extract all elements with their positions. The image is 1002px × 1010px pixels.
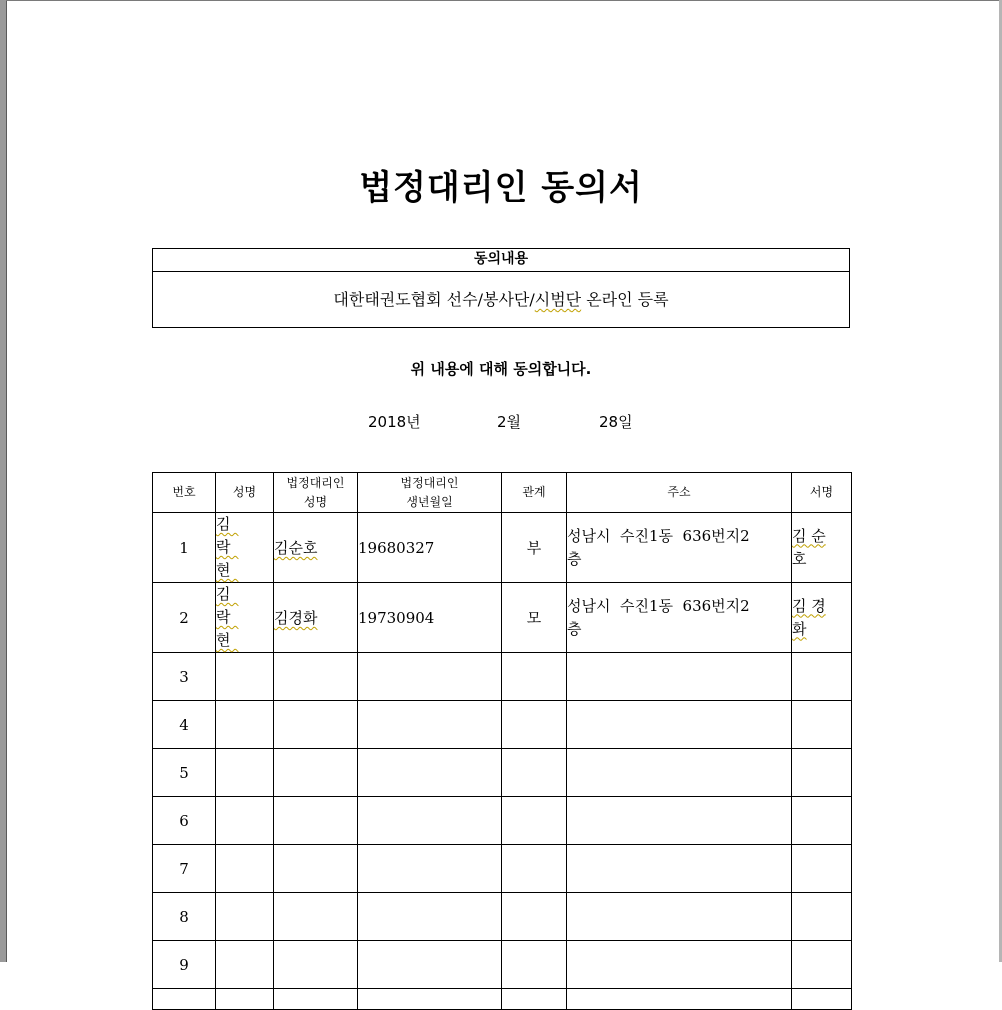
row-sign-line1: 김 순 [792, 526, 826, 545]
row-name [216, 797, 274, 845]
row-guardian-name-text: 김경화 [274, 609, 318, 627]
row-guardian-name [274, 893, 358, 941]
row-guardian-name [274, 941, 358, 989]
header-guardian-birth-line2: 생년월일 [406, 494, 453, 509]
row-name [216, 893, 274, 941]
row-name-line1: 김 락 [216, 515, 239, 556]
row-relation [502, 797, 567, 845]
consent-body-prefix: 대한태권도협회 선수/봉사단/ [333, 290, 535, 309]
row-guardian-birth [358, 941, 502, 989]
document-title: 법정대리인 동의서 [359, 168, 643, 208]
consent-body-suffix: 온라인 등록 [581, 290, 669, 309]
row-sign [792, 797, 852, 845]
row-guardian-name [274, 989, 358, 1010]
guardian-table [152, 472, 852, 1010]
date-day: 28일 [599, 413, 633, 431]
header-relation: 관계 [502, 473, 567, 513]
row-address [567, 749, 792, 797]
agreement-statement: 위 내용에 대해 동의합니다. [410, 360, 592, 378]
row-name [216, 513, 274, 583]
header-name: 성명 [216, 473, 274, 513]
date-month: 2월 [497, 413, 522, 431]
row-relation [502, 749, 567, 797]
table-row [153, 845, 852, 893]
row-address [567, 653, 792, 701]
row-guardian-name [274, 797, 358, 845]
row-sign [792, 513, 852, 583]
table-row [153, 893, 852, 941]
row-guardian-birth [358, 701, 502, 749]
table-row [153, 513, 852, 583]
row-relation: 부 [502, 513, 567, 583]
row-relation [502, 653, 567, 701]
row-address [567, 893, 792, 941]
row-name-line2: 현 [216, 561, 239, 579]
row-no: 1 [153, 513, 216, 583]
row-sign [792, 583, 852, 653]
row-guardian-birth [358, 653, 502, 701]
row-no [153, 989, 216, 1010]
row-sign [792, 893, 852, 941]
header-guardian-name [274, 473, 358, 513]
row-name [216, 701, 274, 749]
row-name-line2: 현 [216, 631, 239, 649]
row-guardian-name [274, 583, 358, 653]
table-row [153, 583, 852, 653]
header-guardian-name-line1: 법정대리인 [286, 475, 345, 490]
row-sign [792, 701, 852, 749]
row-address [567, 845, 792, 893]
row-relation [502, 701, 567, 749]
row-name [216, 583, 274, 653]
row-name-line1: 김 락 [216, 585, 239, 626]
row-name [216, 941, 274, 989]
consent-body [153, 272, 849, 327]
row-name [216, 845, 274, 893]
row-guardian-name [274, 513, 358, 583]
table-header-row [153, 473, 852, 513]
date-year: 2018년 [368, 413, 421, 431]
row-relation: 모 [502, 583, 567, 653]
row-guardian-name [274, 653, 358, 701]
row-name [216, 989, 274, 1010]
row-name [216, 653, 274, 701]
row-sign [792, 989, 852, 1010]
page-top-border [6, 0, 999, 1]
header-guardian-name-line2: 성명 [303, 494, 328, 509]
table-row [153, 749, 852, 797]
row-relation [502, 989, 567, 1010]
header-guardian-birth [358, 473, 502, 513]
table-row [153, 701, 852, 749]
row-address [567, 989, 792, 1010]
row-sign [792, 653, 852, 701]
header-address: 주소 [567, 473, 792, 513]
row-guardian-name [274, 701, 358, 749]
row-guardian-birth [358, 797, 502, 845]
row-relation [502, 941, 567, 989]
row-guardian-name [274, 749, 358, 797]
row-sign [792, 749, 852, 797]
row-guardian-birth: 19680327 [358, 513, 502, 583]
row-no: 4 [153, 701, 216, 749]
consent-box [152, 248, 850, 328]
row-relation [502, 845, 567, 893]
row-no: 8 [153, 893, 216, 941]
page-left-border [6, 0, 7, 962]
row-no: 9 [153, 941, 216, 989]
header-sign: 서명 [792, 473, 852, 513]
row-sign-line2: 화 [792, 619, 807, 638]
row-guardian-birth [358, 893, 502, 941]
row-address [567, 583, 792, 653]
row-address-line2: 층 [567, 619, 582, 638]
row-address-line1: 성남시 수진1동 636번지2 [567, 596, 750, 615]
row-guardian-birth [358, 749, 502, 797]
consent-body-marked: 시범단 [534, 290, 582, 309]
row-relation [502, 893, 567, 941]
header-guardian-birth-line1: 법정대리인 [400, 475, 459, 490]
row-no: 6 [153, 797, 216, 845]
row-guardian-birth [358, 845, 502, 893]
row-address [567, 797, 792, 845]
row-guardian-name-text: 김순호 [274, 539, 318, 557]
row-no: 2 [153, 583, 216, 653]
row-guardian-name [274, 845, 358, 893]
row-sign-line1: 김 경 [792, 596, 826, 615]
row-guardian-birth: 19730904 [358, 583, 502, 653]
row-address-line1: 성남시 수진1동 636번지2 [567, 526, 750, 545]
row-guardian-birth [358, 989, 502, 1010]
table-row [153, 941, 852, 989]
table-row [153, 653, 852, 701]
row-sign-line2: 호 [792, 549, 807, 568]
header-no: 번호 [153, 473, 216, 513]
row-address-line2: 층 [567, 549, 582, 568]
row-name [216, 749, 274, 797]
row-address [567, 513, 792, 583]
table-row [153, 797, 852, 845]
row-address [567, 701, 792, 749]
consent-header: 동의내용 [153, 249, 849, 272]
row-address [567, 941, 792, 989]
table-row-partial [153, 989, 852, 1010]
row-no: 3 [153, 653, 216, 701]
row-no: 5 [153, 749, 216, 797]
row-sign [792, 845, 852, 893]
row-no: 7 [153, 845, 216, 893]
row-sign [792, 941, 852, 989]
